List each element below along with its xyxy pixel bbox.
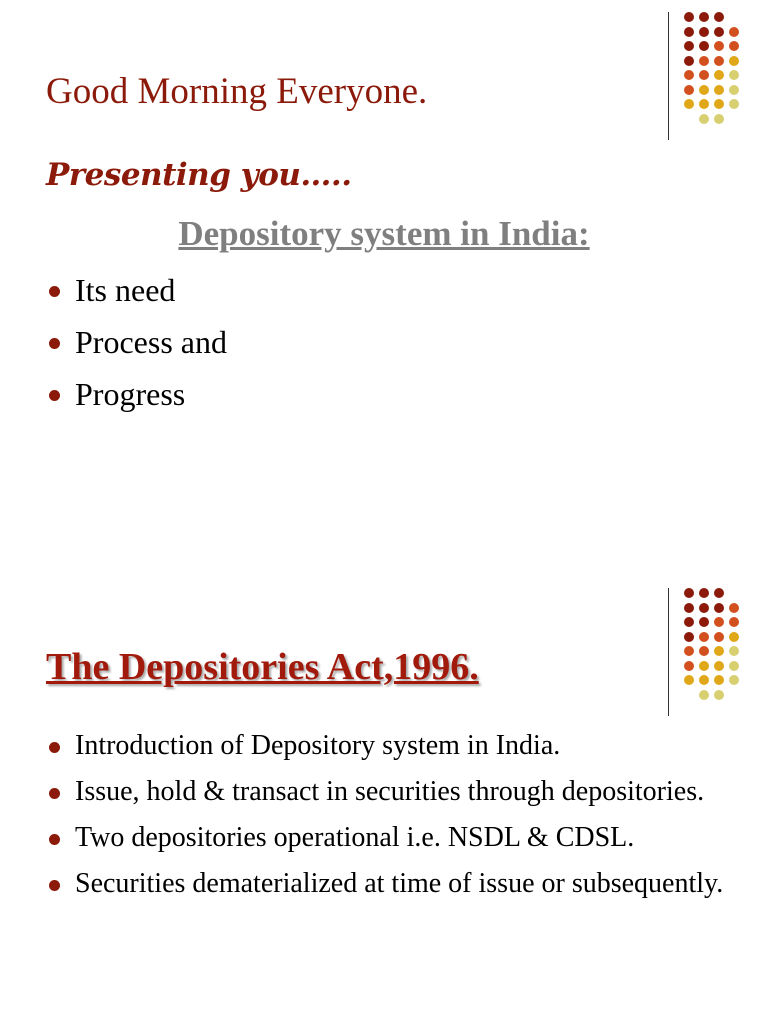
decorative-dot xyxy=(729,99,739,109)
decorative-dot xyxy=(729,41,739,51)
decorative-dot xyxy=(714,12,724,22)
bullet-icon xyxy=(49,286,60,297)
decorative-dot xyxy=(729,646,739,656)
decorative-dot xyxy=(714,617,724,627)
decorative-dot xyxy=(729,675,739,685)
bullet-icon xyxy=(49,788,60,799)
decorative-dot xyxy=(699,588,709,598)
greeting-heading: Good Morning Everyone. xyxy=(46,71,428,112)
act-title: The Depositories Act,1996. xyxy=(46,646,479,688)
decorative-dot xyxy=(684,632,694,642)
decorative-dot xyxy=(714,27,724,37)
decorative-dot xyxy=(684,27,694,37)
decorative-dot xyxy=(729,661,739,671)
decorative-dot xyxy=(684,56,694,66)
decorative-dot xyxy=(699,603,709,613)
bullet-icon xyxy=(49,390,60,401)
decorative-dot xyxy=(729,56,739,66)
decorative-dot xyxy=(729,632,739,642)
list-item-text: Issue, hold & transact in securities through depositories. xyxy=(75,776,705,807)
bullet-icon xyxy=(49,880,60,891)
list-item-text: Process and xyxy=(75,324,227,360)
list-item xyxy=(46,773,736,811)
decorative-dot xyxy=(699,690,709,700)
decorative-dot xyxy=(714,661,724,671)
decorative-dot xyxy=(714,603,724,613)
decorative-dot xyxy=(729,85,739,95)
bullet-icon xyxy=(49,338,60,349)
decorative-dot xyxy=(699,12,709,22)
decorative-dot xyxy=(714,632,724,642)
decorative-dot xyxy=(699,85,709,95)
decorative-dot xyxy=(699,56,709,66)
decorative-dot xyxy=(684,12,694,22)
list-item-text: Securities dematerialized at time of issue or subsequently. xyxy=(75,868,724,899)
decorative-dot xyxy=(714,70,724,80)
decorative-dot xyxy=(714,646,724,656)
decorative-dot xyxy=(729,70,739,80)
decorative-dot xyxy=(699,675,709,685)
list-item xyxy=(46,819,736,857)
decorative-dot xyxy=(699,632,709,642)
decorative-dot xyxy=(684,617,694,627)
list-item-text: Two depositories operational i.e. NSDL & CDSL. xyxy=(75,822,635,853)
list-item xyxy=(46,727,736,765)
list-item xyxy=(46,865,736,903)
decorative-dot xyxy=(684,675,694,685)
list-item-text: Its need xyxy=(75,272,176,308)
decorative-divider-line xyxy=(668,12,669,140)
decorative-dot xyxy=(684,70,694,80)
decorative-dot xyxy=(729,27,739,37)
decorative-dot xyxy=(699,114,709,124)
act-points-list xyxy=(46,727,736,911)
decorative-dot xyxy=(684,603,694,613)
list-item-text: Progress xyxy=(75,376,186,412)
decorative-dot xyxy=(714,588,724,598)
decorative-dot xyxy=(699,27,709,37)
decorative-dot xyxy=(684,588,694,598)
decorative-dot xyxy=(699,70,709,80)
decorative-dot xyxy=(729,603,739,613)
decorative-dot xyxy=(684,99,694,109)
decorative-dot xyxy=(714,41,724,51)
list-item-text: Introduction of Depository system in India. xyxy=(75,730,561,761)
decorative-dot xyxy=(714,690,724,700)
decorative-dot xyxy=(699,41,709,51)
bullet-icon xyxy=(49,742,60,753)
decorative-dot xyxy=(684,646,694,656)
list-item xyxy=(46,270,227,310)
decorative-dot xyxy=(714,675,724,685)
decorative-dot xyxy=(699,646,709,656)
decorative-dot xyxy=(714,56,724,66)
list-item xyxy=(46,374,227,414)
decorative-divider-line xyxy=(668,588,669,716)
decorative-dot xyxy=(714,85,724,95)
decorative-dot xyxy=(714,99,724,109)
decorative-dot xyxy=(699,617,709,627)
topic-list xyxy=(46,270,227,426)
presenting-text: Presenting you….. xyxy=(46,157,352,193)
decorative-dot xyxy=(684,85,694,95)
bullet-icon xyxy=(49,834,60,845)
decorative-dot xyxy=(699,99,709,109)
decorative-dot xyxy=(729,617,739,627)
decorative-dot xyxy=(684,41,694,51)
decorative-dot xyxy=(699,661,709,671)
subject-heading: Depository system in India: xyxy=(178,214,590,253)
decorative-dot xyxy=(714,114,724,124)
list-item xyxy=(46,322,227,362)
decorative-dot xyxy=(684,661,694,671)
